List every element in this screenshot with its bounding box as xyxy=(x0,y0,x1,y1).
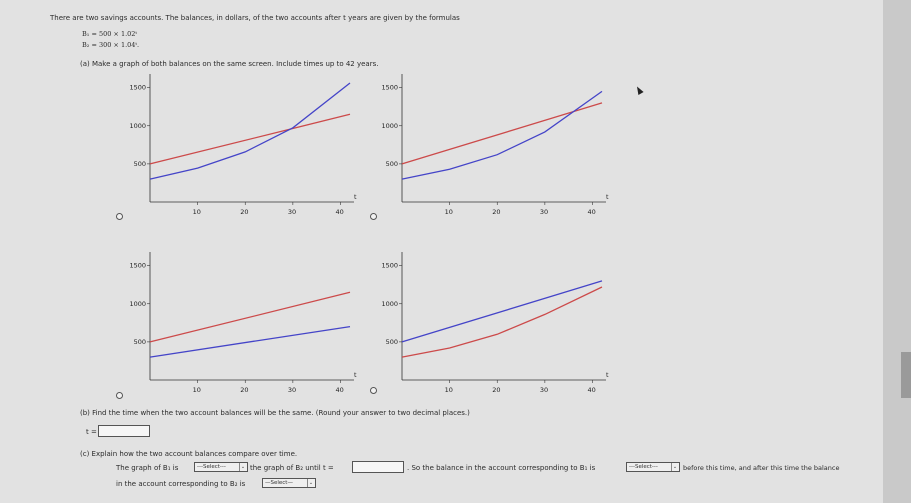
part-c-text: (c) Explain how the two account balances compare over time. xyxy=(80,450,298,458)
series-line-red xyxy=(150,114,350,164)
scroll-handle[interactable] xyxy=(901,352,911,398)
graph-2 xyxy=(370,72,610,222)
c-line1-d: before this time, and after this time the balance xyxy=(683,464,840,472)
x-tick-label: 40 xyxy=(587,208,596,216)
graph-3 xyxy=(118,250,358,400)
x-tick-label: 10 xyxy=(192,208,201,216)
x-tick-label: 20 xyxy=(492,386,501,394)
c-line1-b: the graph of B₂ until t = xyxy=(250,464,334,472)
compare-select-2-label: ---Select--- xyxy=(629,464,658,470)
y-tick-label: 500 xyxy=(385,337,398,346)
formula-b2: B₂ = 300 × 1.04ᵗ. xyxy=(82,41,140,49)
t-label: t = xyxy=(86,428,97,436)
y-tick-label: 1000 xyxy=(129,121,146,130)
y-tick-label: 1000 xyxy=(381,299,398,308)
x-tick-label: 40 xyxy=(335,208,344,216)
compare-select-3[interactable] xyxy=(262,478,316,488)
compare-select-1[interactable] xyxy=(194,462,248,472)
formula-b1: B₁ = 500 × 1.02ᵗ xyxy=(82,30,138,38)
graph-4 xyxy=(370,250,610,400)
graph-1 xyxy=(118,72,358,222)
x-tick-label: 20 xyxy=(240,386,249,394)
series-line-red xyxy=(150,292,350,342)
side-scroll-area[interactable] xyxy=(883,0,911,503)
y-tick-label: 500 xyxy=(385,159,398,168)
x-tick-label: 30 xyxy=(287,208,297,216)
y-tick-label: 1000 xyxy=(129,299,146,308)
series-line-red xyxy=(402,287,602,357)
x-tick-label: 20 xyxy=(492,208,501,216)
chevron-down-icon: ⌄ xyxy=(672,464,678,470)
c-line1-a: The graph of B₁ is xyxy=(116,464,179,472)
y-tick-label: 1500 xyxy=(381,261,398,270)
x-tick-label: 10 xyxy=(192,386,201,394)
t-answer-input[interactable] xyxy=(98,425,150,437)
y-tick-label: 1500 xyxy=(381,83,398,92)
y-tick-label: 500 xyxy=(133,159,146,168)
y-tick-label: 1500 xyxy=(129,261,146,270)
x-tick-label: 30 xyxy=(539,208,549,216)
y-tick-label: 1000 xyxy=(381,121,398,130)
x-tick-label: 10 xyxy=(444,208,453,216)
series-line-blue xyxy=(150,327,350,358)
y-tick-label: 500 xyxy=(133,337,146,346)
c-line1-c: . So the balance in the account corresponding to B₁ is xyxy=(407,464,596,472)
x-tick-label: 20 xyxy=(240,208,249,216)
mouse-cursor-icon xyxy=(634,85,643,95)
series-line-blue xyxy=(402,91,602,179)
c-line2-a: in the account corresponding to B₂ is xyxy=(116,480,246,488)
part-b-text: (b) Find the time when the two account balances will be the same. (Round your answer to two decimal places.) xyxy=(80,409,470,417)
c-t-input[interactable] xyxy=(352,461,404,473)
chevron-down-icon: ⌄ xyxy=(240,464,246,470)
x-tick-label: 10 xyxy=(444,386,453,394)
compare-select-3-label: —Select— xyxy=(265,480,293,486)
x-axis-label: t xyxy=(354,371,357,379)
x-tick-label: 40 xyxy=(335,386,344,394)
part-a-text: (a) Make a graph of both balances on the same screen. Include times up to 42 years. xyxy=(80,60,379,68)
x-axis-label: t xyxy=(606,371,609,379)
x-axis-label: t xyxy=(606,193,609,201)
intro-text: There are two savings accounts. The balances, in dollars, of the two accounts after t years are given by the formulas xyxy=(50,14,460,22)
series-line-blue xyxy=(150,83,350,179)
y-tick-label: 1500 xyxy=(129,83,146,92)
chevron-down-icon: ⌄ xyxy=(308,480,314,486)
compare-select-1-label: ---Select--- xyxy=(197,464,226,470)
x-tick-label: 40 xyxy=(587,386,596,394)
x-tick-label: 30 xyxy=(287,386,297,394)
x-tick-label: 30 xyxy=(539,386,549,394)
compare-select-2[interactable] xyxy=(626,462,680,472)
x-axis-label: t xyxy=(354,193,357,201)
